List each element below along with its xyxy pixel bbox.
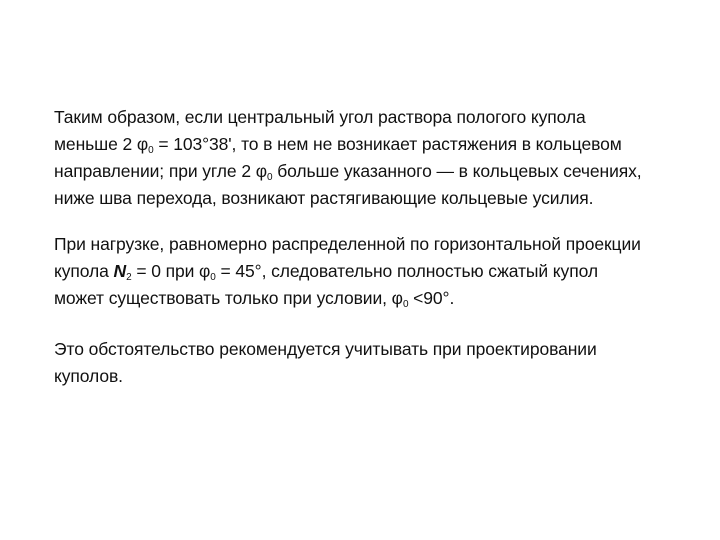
paragraph-load-condition: [54, 231, 694, 312]
text-line: [54, 285, 694, 312]
symbol-n: N: [113, 261, 127, 281]
text-span: Таким образом, если центральный угол раствора пологого купола: [54, 107, 586, 127]
text-span: = 45°, следовательно полностью сжатый купол: [215, 261, 598, 281]
text-span: куполов.: [54, 366, 123, 386]
text-line: [54, 231, 694, 258]
text-line: [54, 158, 694, 185]
text-span: <90°.: [408, 288, 455, 308]
text-span: может существовать только при условии, φ: [54, 288, 403, 308]
subscript: 2: [126, 272, 132, 283]
text-line: [54, 131, 694, 158]
text-line: [54, 104, 694, 131]
subscript: 0: [402, 299, 409, 310]
text-line: [54, 336, 694, 363]
paragraph-dome-angle: [54, 104, 694, 212]
text-span: больше указанного — в кольцевых сечениях,: [272, 161, 642, 181]
text-span: купола: [54, 261, 114, 281]
text-span: направлении; при угле 2 φ: [54, 161, 267, 181]
text-span: При нагрузке, равномерно распределенной по горизонтальной проекции: [54, 234, 641, 254]
paragraph-recommendation: [54, 336, 694, 390]
text-span: = 0 при φ: [131, 261, 211, 281]
subscript: 0: [266, 172, 273, 183]
text-span: меньше 2 φ: [54, 134, 149, 154]
text-line: [54, 185, 694, 212]
subscript: 0: [210, 272, 216, 283]
text-span: Это обстоятельство рекомендуется учитывать при проектировании: [54, 339, 597, 359]
text-span: = 103°38', то в нем не возникает растяжения в кольцевом: [153, 134, 622, 154]
text-line: [54, 258, 694, 285]
text-line: [54, 363, 694, 390]
text-span: ниже шва перехода, возникают растягивающие кольцевые усилия.: [54, 188, 594, 208]
subscript: 0: [148, 145, 154, 156]
